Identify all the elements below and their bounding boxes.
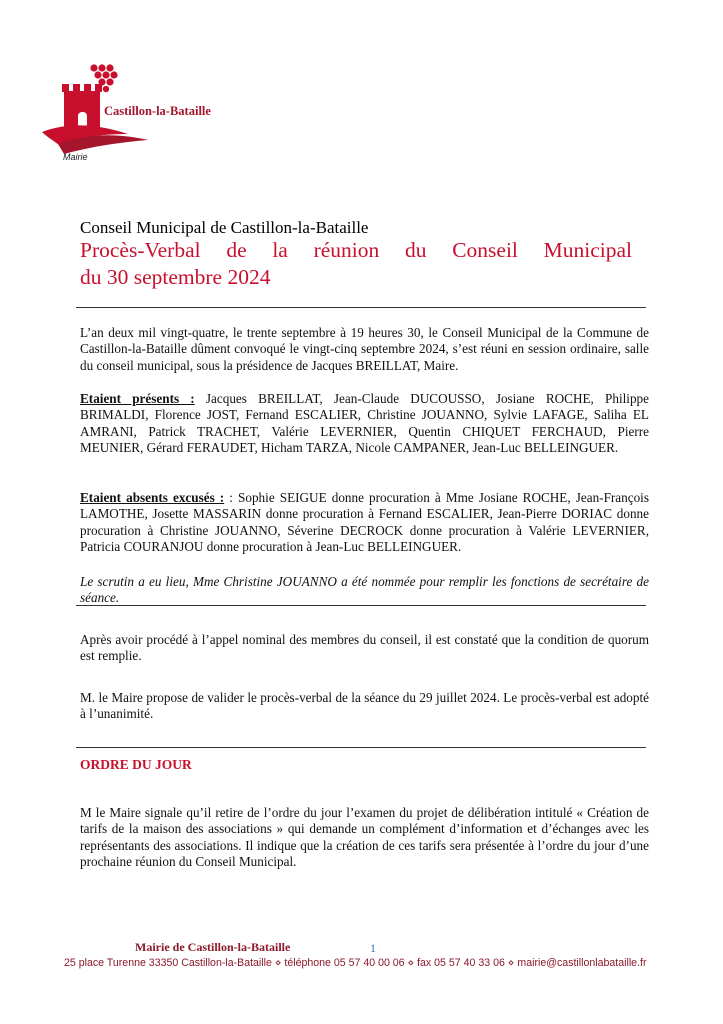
document-title: Procès-Verbal de la réunion du Conseil Municipal bbox=[80, 238, 632, 262]
council-heading: Conseil Municipal de Castillon-la-Bataille bbox=[80, 218, 369, 237]
town-logo bbox=[38, 62, 268, 172]
minutes-paragraph: M. le Maire propose de valider le procès-verbal de la séance du 29 juillet 2024. Le procès-verbal est adopté à l’unanimité. bbox=[80, 690, 649, 722]
agenda-paragraph: M le Maire signale qu’il retire de l’ordre du jour l’examen du projet de délibération intitulé « Création de tarifs de la maison des associations » qui demande un complément d’information et d’échanges avec les représentants des associations. Il indique que la création de ces tarifs sera présentée à l’ordre du jour d’une prochaine réunion du Conseil Municipal. bbox=[80, 805, 649, 870]
present-members-paragraph bbox=[80, 391, 649, 457]
page-number: 1 bbox=[370, 941, 376, 955]
absent-label: Etaient absents excusés : bbox=[80, 490, 225, 505]
present-label: Etaient présents : bbox=[80, 391, 195, 406]
secretary-paragraph: Le scrutin a eu lieu, Mme Christine JOUANNO a été nommée pour remplir les fonctions de secrétaire de séance. bbox=[80, 574, 649, 606]
agenda-heading: ORDRE DU JOUR bbox=[80, 757, 192, 772]
absent-list: : Sophie SEIGUE donne procuration à Mme Josiane ROCHE, Jean-François LAMOTHE, Josette MASSARIN donne procuration à Fernand ESCALIER, Jean-Pierre DORIAC donne procuration à Christine JOUANNO, Séverine DECROCK donne procuration à Valérie LEVERNIER, Patricia COURANJOU donne procuration à Jean-Luc BELLEINGUER. bbox=[80, 490, 649, 555]
document-date: du 30 septembre 2024 bbox=[80, 265, 271, 289]
logo-town-name: Castillon-la-Bataille bbox=[104, 104, 211, 118]
intro-paragraph: L’an deux mil vingt-quatre, le trente septembre à 19 heures 30, le Conseil Municipal de la Commune de Castillon-la-Bataille dûment convoqué le vingt-cinq septembre 2024, s’est réuni en session ordinaire, salle du conseil municipal, sous la présidence de Jacques BREILLAT, Maire. bbox=[80, 325, 649, 373]
divider bbox=[76, 747, 646, 748]
present-list: Jacques BREILLAT, Jean-Claude DUCOUSSO, Josiane ROCHE, Philippe BRIMALDI, Florence JOST, Fernand ESCALIER, Christine JOUANNO, Sylvie LAFAGE, Saliha EL AMRANI, Patrick TRACHET, Valérie LEVERNIER, Quentin CHIQUET FERCHAUD, Pierre MEUNIER, Gérard FERAUDET, Hicham TARZA, Nicole CAMPANER, Jean-Luc BELLEINGUER. bbox=[80, 391, 649, 456]
footer-address: 25 place Turenne 33350 Castillon-la-Bataille ⋄ téléphone 05 57 40 00 06 ⋄ fax 05 57 40 33 06 ⋄ mairie@castillonlabataille.fr bbox=[64, 957, 647, 969]
footer-organization: Mairie de Castillon-la-Bataille bbox=[135, 940, 291, 954]
logo-subtitle: Mairie bbox=[63, 152, 88, 162]
divider bbox=[76, 307, 646, 308]
divider bbox=[76, 605, 646, 606]
absent-members-paragraph bbox=[80, 490, 649, 556]
quorum-paragraph: Après avoir procédé à l’appel nominal des membres du conseil, il est constaté que la condition de quorum est remplie. bbox=[80, 632, 649, 664]
